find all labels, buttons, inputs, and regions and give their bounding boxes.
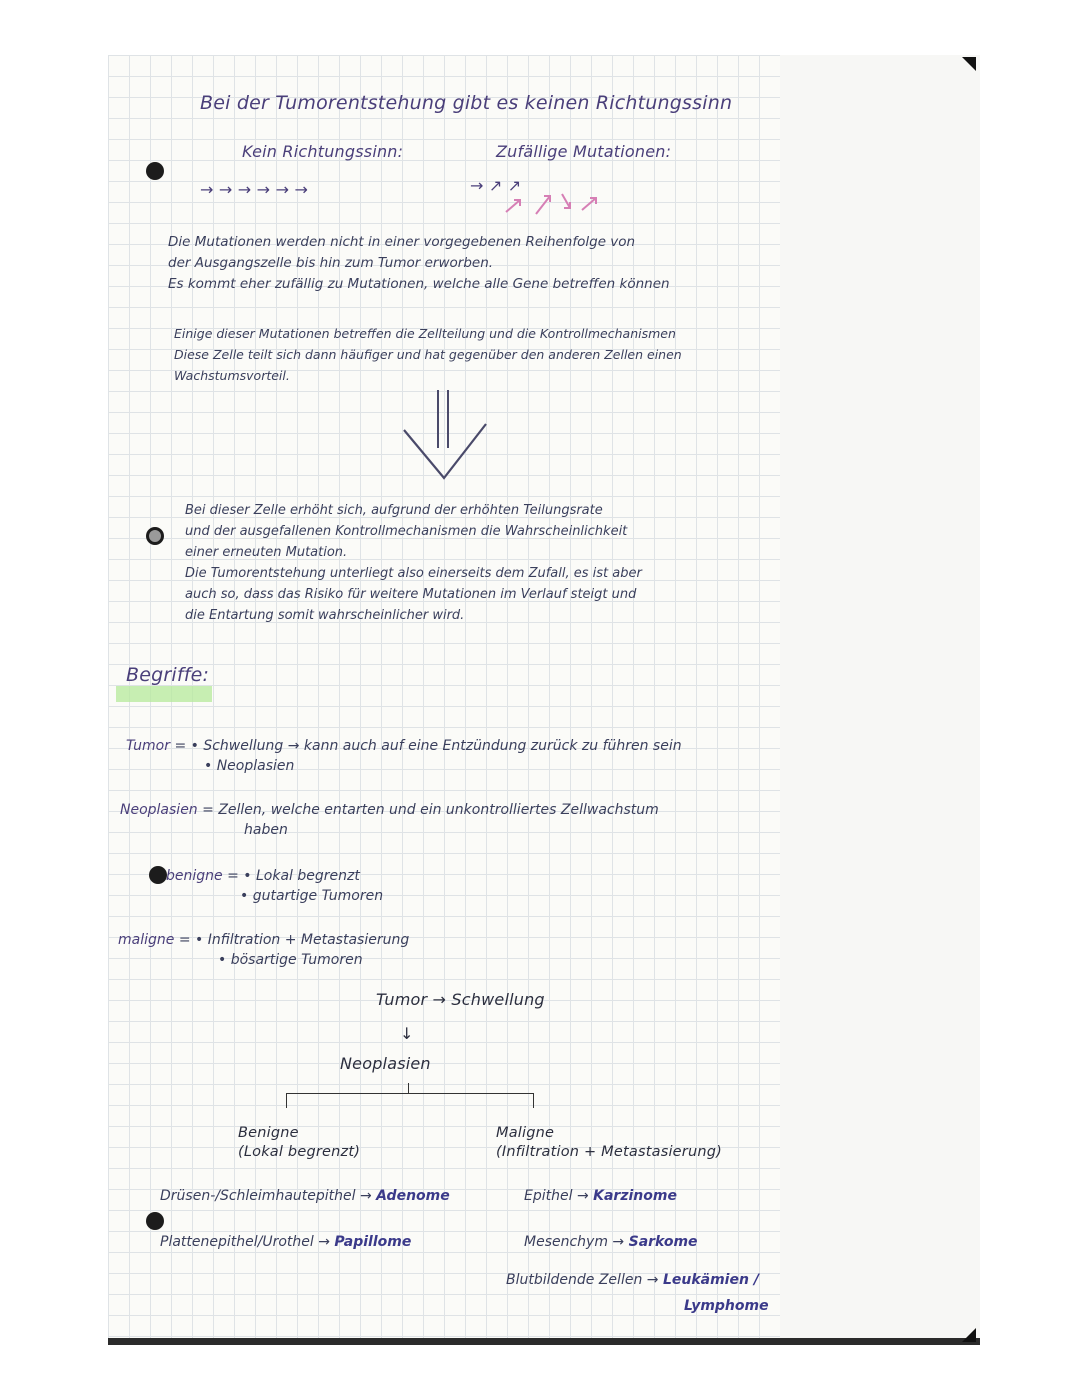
term-label: Neoplasien <box>120 802 198 818</box>
tree-branch-sub: (Infiltration + Metastasierung) <box>496 1144 722 1160</box>
definition-text: = • Infiltration + Metastasierung <box>178 932 410 948</box>
tree-root: Tumor → Schwellung <box>376 990 545 1009</box>
punch-hole <box>146 527 164 545</box>
corner-marker-top <box>962 57 976 71</box>
tree-branch-sub: (Lokal begrenzt) <box>238 1144 361 1160</box>
paragraph-line: die Entartung somit wahrscheinlicher wird. <box>185 608 465 623</box>
pink-random-arrows-icon <box>500 186 610 220</box>
page-title: Bei der Tumorentstehung gibt es keinen Richtungssinn <box>200 92 733 114</box>
random-arrows: → ↗ ↗ <box>470 176 522 195</box>
corner-marker-bottom <box>962 1328 976 1342</box>
sheet-margin <box>780 55 980 1338</box>
example-source: Blutbildende Zellen → <box>506 1272 659 1288</box>
tree-maligne <box>496 1124 722 1162</box>
paragraph-line: Einige dieser Mutationen betreffen die Zellteilung und die Kontrollmechanismen <box>174 326 676 341</box>
section-heading-terms: Begriffe: <box>126 664 210 686</box>
example-source: Drüsen-/Schleimhautepithel → <box>160 1188 372 1204</box>
example-result: Papillome <box>334 1234 412 1250</box>
heading-random-mutations: Zufällige Mutationen: <box>496 142 672 161</box>
punch-hole <box>146 1212 164 1230</box>
example-sarkome <box>524 1234 698 1250</box>
example-source: Epithel → <box>524 1188 589 1204</box>
definition-text: • Neoplasien <box>204 758 295 774</box>
term-label: Tumor <box>126 738 170 754</box>
example-result: Adenome <box>376 1188 450 1204</box>
double-down-arrow-icon <box>398 386 490 482</box>
example-result: Karzinome <box>593 1188 677 1204</box>
punch-hole <box>146 162 164 180</box>
example-result: Lymphome <box>684 1298 769 1314</box>
definition-benigne <box>166 866 383 906</box>
straight-arrows: → → → → → → <box>200 180 309 199</box>
example-papillome <box>160 1234 411 1250</box>
term-label: benigne <box>166 868 223 884</box>
paragraph-line: der Ausgangszelle bis hin zum Tumor erworben. <box>168 255 494 271</box>
example-result: Leukämien / <box>662 1272 759 1288</box>
example-leukaemien <box>506 1272 759 1288</box>
tree-down-arrow: ↓ <box>400 1024 414 1043</box>
definition-text: haben <box>244 822 288 838</box>
paragraph-line: auch so, dass das Risiko für weitere Mutationen im Verlauf steigt und <box>185 587 637 602</box>
paragraph-probability <box>185 500 642 626</box>
tree-bracket <box>286 1093 534 1108</box>
tree-benigne <box>238 1124 360 1162</box>
paragraph-line: Die Mutationen werden nicht in einer vorgegebenen Reihenfolge von <box>168 234 636 250</box>
tree-connector <box>408 1083 409 1093</box>
definition-text: = Zellen, welche entarten und ein unkontrolliertes Zellwachstum <box>202 802 659 818</box>
definition-maligne <box>118 930 409 970</box>
tree-branch-label: Maligne <box>496 1125 555 1141</box>
example-adenome <box>160 1188 450 1204</box>
definition-text: • gutartige Tumoren <box>240 888 384 904</box>
paragraph-line: Wachstumsvorteil. <box>174 368 290 383</box>
example-result: Sarkome <box>628 1234 698 1250</box>
example-karzinome <box>524 1188 677 1204</box>
green-highlight <box>116 686 212 702</box>
paragraph-line: und der ausgefallenen Kontrollmechanismen die Wahrscheinlichkeit <box>185 524 628 539</box>
definition-neoplasien <box>120 800 659 840</box>
example-source: Plattenepithel/Urothel → <box>160 1234 330 1250</box>
example-source: Mesenchym → <box>524 1234 625 1250</box>
punch-hole <box>149 866 167 884</box>
tree-branch-label: Benigne <box>238 1125 299 1141</box>
paragraph-line: einer erneuten Mutation. <box>185 545 348 560</box>
paragraph-line: Es kommt eher zufällig zu Mutationen, welche alle Gene betreffen können <box>168 276 670 292</box>
term-label: maligne <box>118 932 175 948</box>
tree-neoplasien: Neoplasien <box>340 1054 431 1073</box>
paragraph-line: Bei dieser Zelle erhöht sich, aufgrund der erhöhten Teilungsrate <box>185 503 603 518</box>
paragraph-mutations <box>168 232 670 295</box>
definition-text: = • Schwellung → kann auch auf eine Entzündung zurück zu führen sein <box>174 738 682 754</box>
definition-tumor <box>126 736 682 776</box>
paragraph-cell-division <box>174 323 682 386</box>
heading-no-direction: Kein Richtungssinn: <box>242 142 404 161</box>
paragraph-line: Diese Zelle teilt sich dann häufiger und hat gegenüber den anderen Zellen einen <box>174 347 682 362</box>
definition-text: = • Lokal begrenzt <box>227 868 360 884</box>
definition-text: • bösartige Tumoren <box>218 952 363 968</box>
example-lymphome <box>684 1298 769 1314</box>
paragraph-line: Die Tumorentstehung unterliegt also einerseits dem Zufall, es ist aber <box>185 566 642 581</box>
